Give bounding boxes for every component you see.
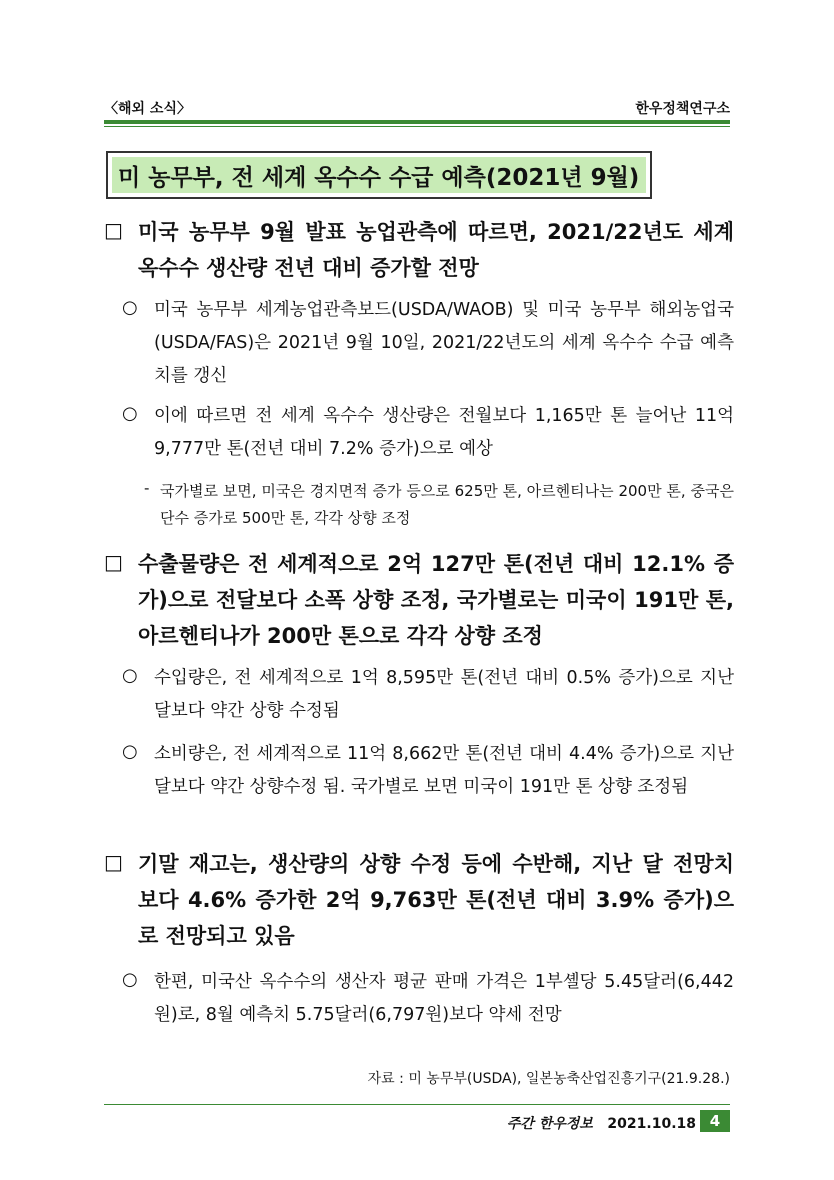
square-bullet: □ — [104, 550, 123, 574]
footer-rule — [104, 1104, 730, 1105]
section-3-heading — [104, 846, 734, 954]
section-2-heading — [104, 546, 734, 654]
square-bullet: □ — [104, 218, 123, 242]
dash-bullet: - — [144, 479, 150, 497]
header-rule — [104, 120, 730, 124]
source-note: 자료 : 미 농무부(USDA), 일본농축산업진흥기구(21.9.28.) — [367, 1071, 730, 1087]
page-header — [104, 96, 730, 120]
item-text: 소비량은, 전 세계적으로 11억 8,662만 톤(전년 대비 4.4% 증가)으로 지난달보다 약간 상향수정 됨. 국가별로 보면 미국이 191만 톤 상향 조정됨 — [154, 744, 734, 797]
item-text: 수입량은, 전 세계적으로 1억 8,595만 톤(전년 대비 0.5% 증가)으로 지난달보다 약간 상향 수정됨 — [154, 668, 734, 721]
title-box — [106, 151, 652, 199]
section-1-sub-item — [104, 478, 734, 532]
circle-bullet: ○ — [122, 741, 138, 762]
heading-text: 미국 농무부 9월 발표 농업관측에 따르면, 2021/22년도 세계 옥수수 생산량 전년 대비 증가할 전망 — [138, 220, 734, 280]
publication-name: 주간 한우정보 — [506, 1116, 593, 1132]
section-1-item-1 — [104, 294, 734, 393]
item-text: 한편, 미국산 옥수수의 생산자 평균 판매 가격은 1부셸당 5.45달러(6,442원)로, 8월 예측치 5.75달러(6,797원)보다 약세 전망 — [154, 972, 734, 1025]
header-rule-thin — [104, 126, 730, 127]
square-bullet: □ — [104, 850, 123, 874]
section-2-item-2 — [104, 738, 734, 804]
circle-bullet: ○ — [122, 665, 138, 686]
section-2-item-1 — [104, 662, 734, 728]
circle-bullet: ○ — [122, 969, 138, 990]
publication-date: 2021.10.18 — [607, 1116, 696, 1132]
section-1-item-2 — [104, 400, 734, 466]
section-1-heading — [104, 214, 734, 286]
circle-bullet: ○ — [122, 297, 138, 318]
circle-bullet: ○ — [122, 403, 138, 424]
sub-item-text: 국가별로 보면, 미국은 경지면적 증가 등으로 625만 톤, 아르헨티나는 200만 톤, 중국은 단수 증가로 500만 톤, 각각 상향 조정 — [160, 482, 734, 527]
institute-name: 한우정책연구소 — [635, 101, 730, 117]
heading-text: 수출물량은 전 세계적으로 2억 127만 톤(전년 대비 12.1% 증가)으로 전달보다 소폭 상향 조정, 국가별로는 미국이 191만 톤, 아르헨티나가 200만 톤으로 각각 상향 조정 — [138, 552, 734, 648]
heading-text: 기말 재고는, 생산량의 상향 수정 등에 수반해, 지난 달 전망치 보다 4.6% 증가한 2억 9,763만 톤(전년 대비 3.9% 증가)으로 전망되고 있음 — [138, 852, 734, 948]
section-label: 〈해외 소식〉 — [104, 101, 191, 117]
item-text: 이에 따르면 전 세계 옥수수 생산량은 전월보다 1,165만 톤 늘어난 11억 9,777만 톤(전년 대비 7.2% 증가)으로 예상 — [154, 406, 734, 459]
page-number: 4 — [700, 1110, 730, 1132]
footer-info — [507, 1113, 696, 1133]
item-text: 미국 농무부 세계농업관측보드(USDA/WAOB) 및 미국 농무부 해외농업국(USDA/FAS)은 2021년 9월 10일, 2021/22년도의 세계 옥수수 수급 예측치를 갱신 — [154, 300, 734, 386]
page-title: 미 농무부, 전 세계 옥수수 수급 예측(2021년 9월) — [118, 165, 640, 191]
section-3-item-1 — [104, 966, 734, 1032]
